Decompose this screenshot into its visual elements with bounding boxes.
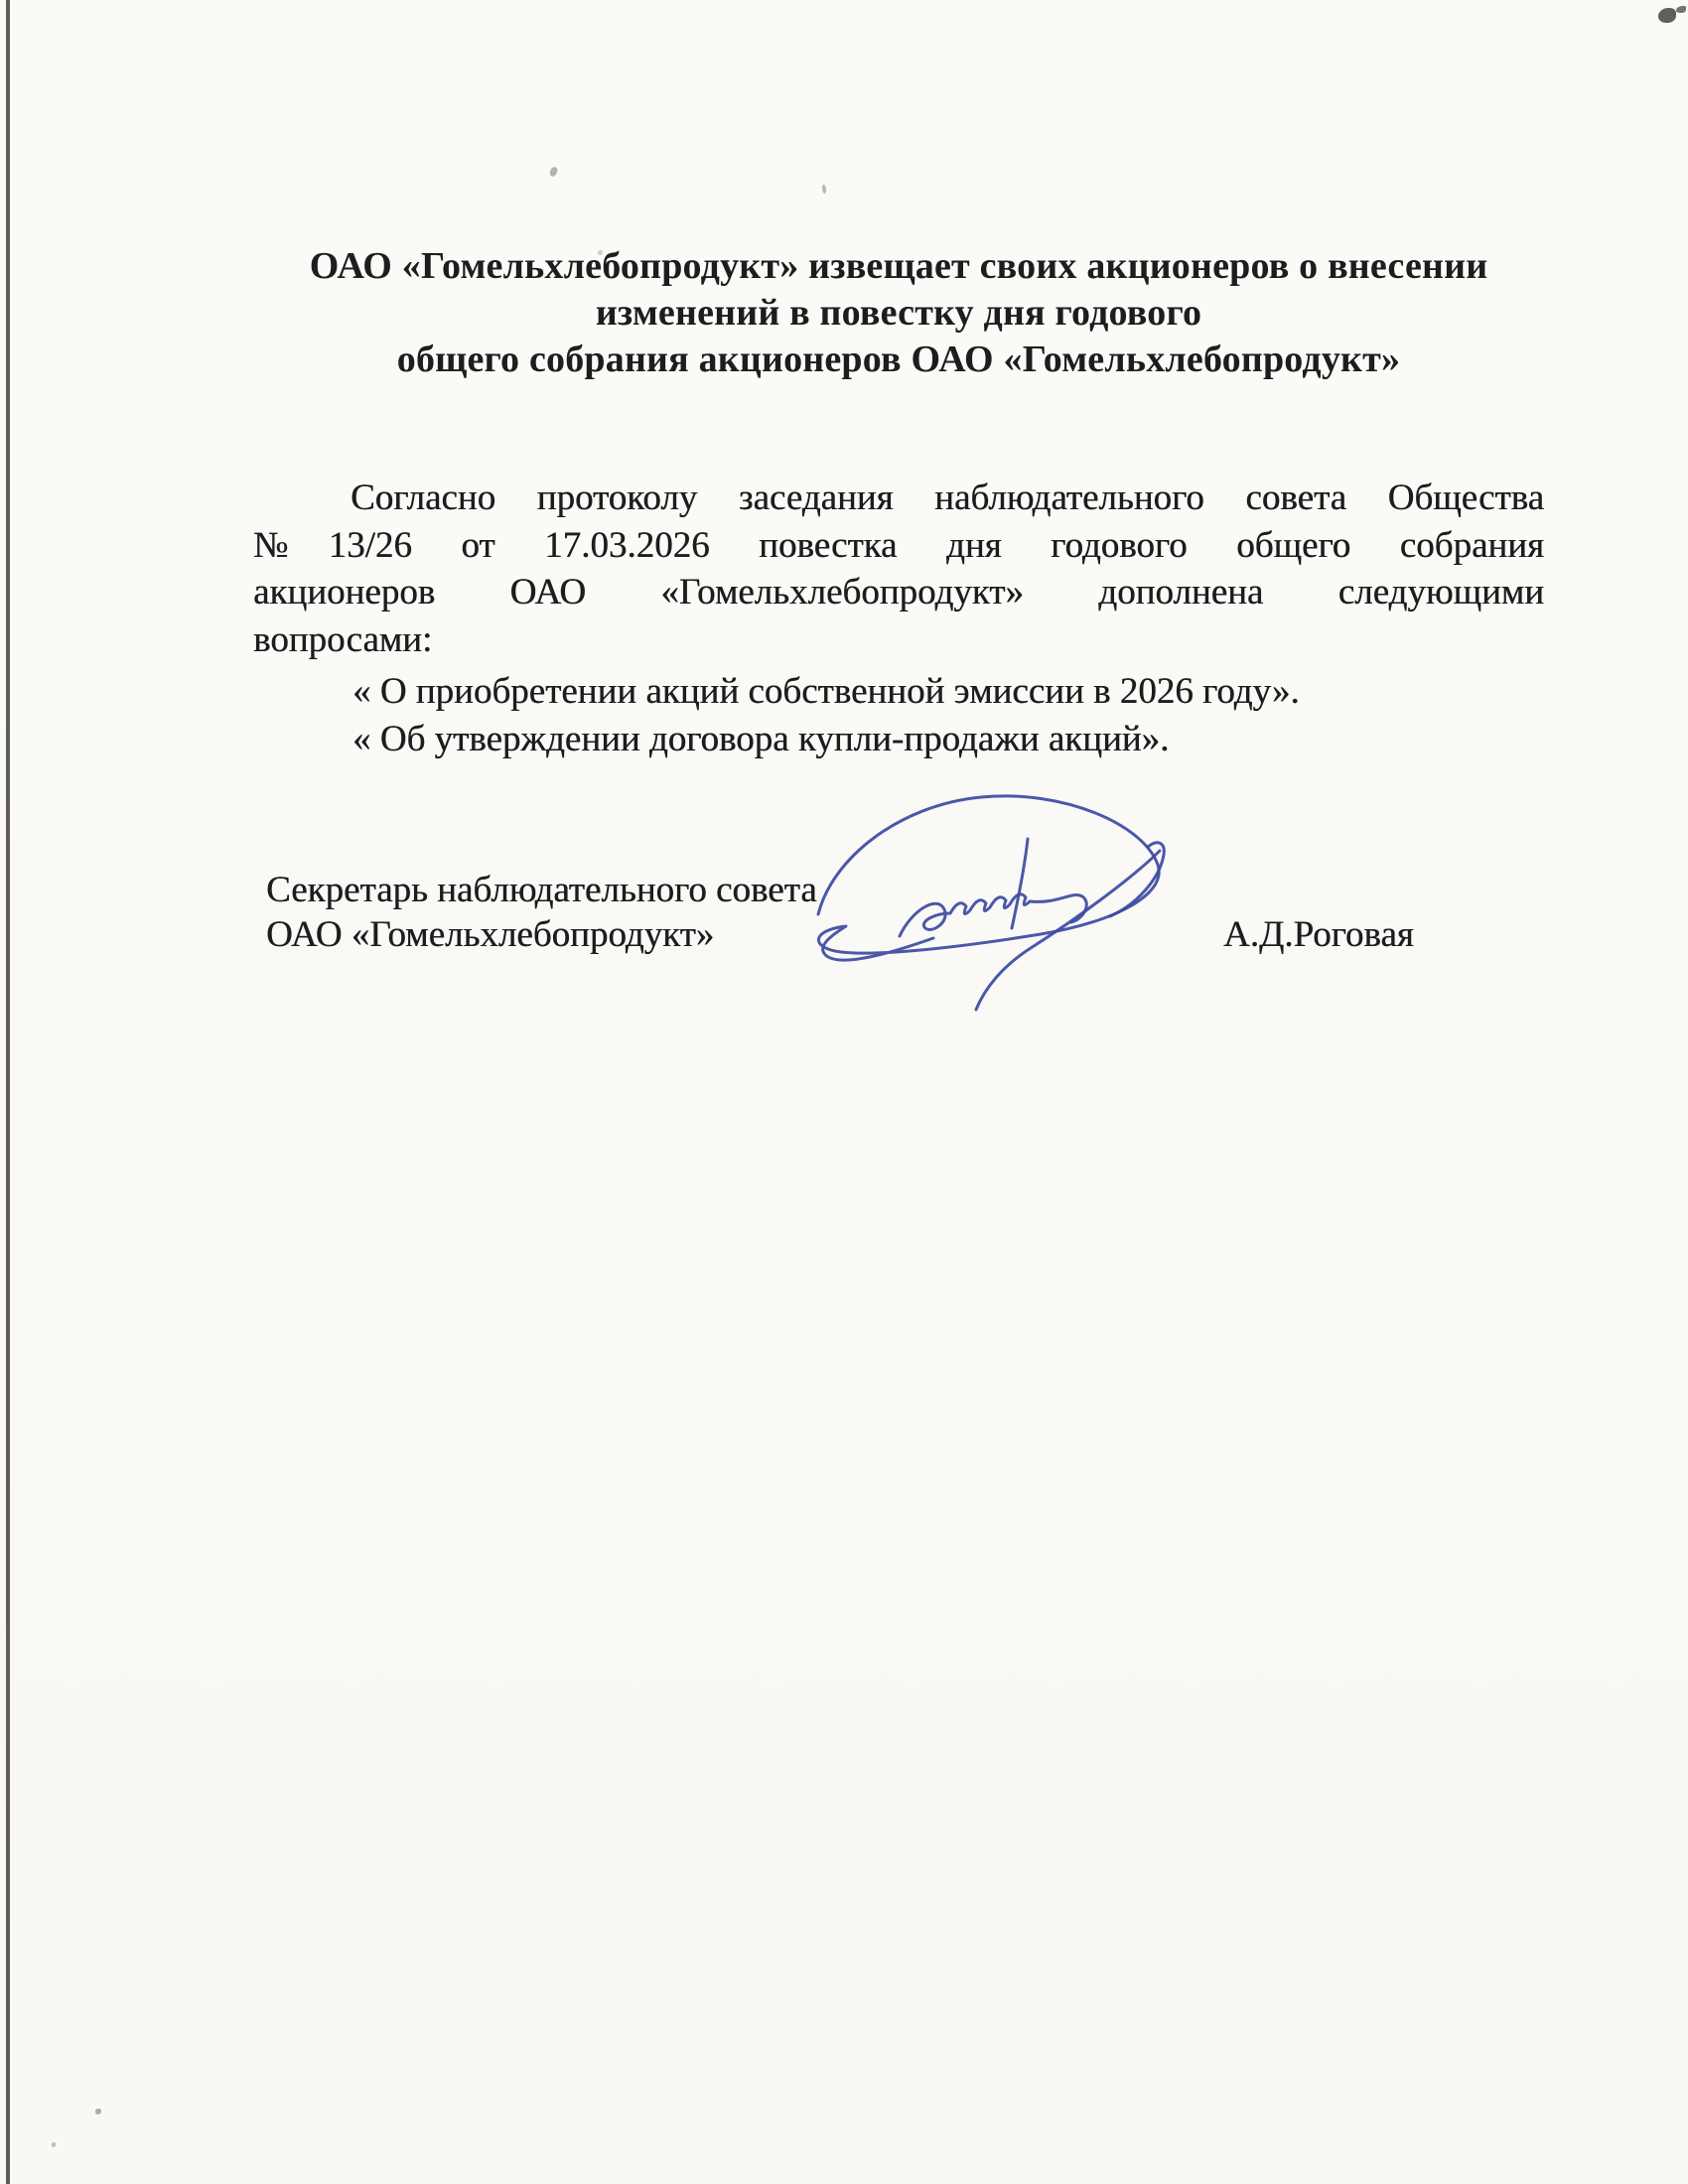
body-paragraph bbox=[253, 475, 1544, 663]
agenda-item: « О приобретении акций собственной эмиссии в 2026 году». bbox=[352, 671, 1300, 712]
agenda-items bbox=[253, 668, 1544, 762]
title-line: общего собрания акционеров ОАО «Гомельхлебопродукт» bbox=[396, 339, 1401, 380]
signer-role-line: ОАО «Гомельхлебопродукт» bbox=[266, 914, 715, 955]
scan-speck bbox=[821, 185, 827, 195]
body-line: Согласно протоколу заседания наблюдательного совета Общества bbox=[351, 478, 1544, 518]
signer-name: А.Д.Роговая bbox=[1223, 914, 1414, 955]
scan-speck bbox=[52, 2142, 56, 2147]
handwritten-signature bbox=[794, 787, 1192, 1016]
scan-corner-mark bbox=[1658, 8, 1676, 23]
scan-speck bbox=[95, 2109, 101, 2115]
scan-speck bbox=[549, 166, 559, 178]
title-line: ОАО «Гомельхлебопродукт» извещает своих акционеров о внесении bbox=[309, 245, 1488, 287]
scan-edge-line bbox=[6, 0, 10, 2184]
signer-role-line: Секретарь наблюдательного совета bbox=[266, 870, 817, 910]
agenda-item: « Об утверждении договора купли-продажи акций». bbox=[352, 718, 1170, 759]
body-line: №13/26 от 17.03.2026 повестка дня годового общего собрания bbox=[253, 524, 1544, 566]
document-title bbox=[253, 243, 1544, 383]
body-line: вопросами: bbox=[253, 618, 433, 660]
title-line: изменений в повестку дня годового bbox=[595, 292, 1202, 334]
body-line: акционеров ОАО «Гомельхлебопродукт» дополнена следующими bbox=[253, 572, 1544, 613]
